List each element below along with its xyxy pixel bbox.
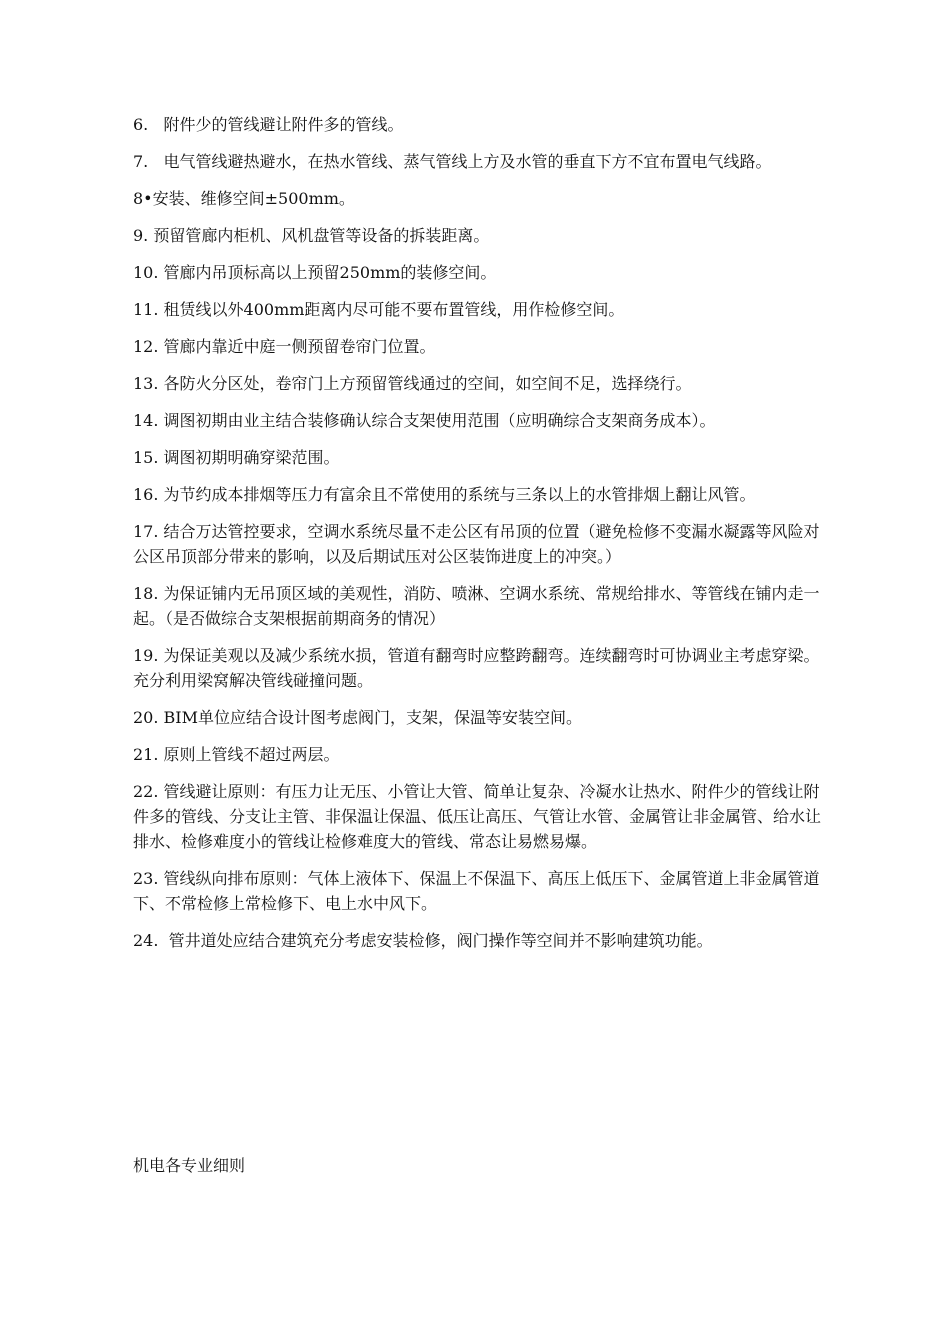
rule-item-15: 15. 调图初期明确穿梁范围。 xyxy=(133,448,340,467)
rule-item-20: 20. BIM单位应结合设计图考虑阀门，支架，保温等安装空间。 xyxy=(133,708,582,727)
rule-item-12: 12. 管廊内靠近中庭一侧预留卷帘门位置。 xyxy=(133,337,436,356)
rule-item-14: 14. 调图初期由业主结合装修确认综合支架使用范围（应明确综合支架商务成本）。 xyxy=(133,411,716,430)
rules-list xyxy=(133,112,833,965)
rule-item-18: 18. 为保证铺内无吊顶区域的美观性，消防、喷淋、空调水系统、常规给排水、等管线在铺内走一起。（是否做综合支架根据前期商务的情况） xyxy=(133,584,820,628)
rule-item-9: 9. 预留管廊内柜机、风机盘管等设备的拆装距离。 xyxy=(133,226,490,245)
rule-item-22: 22. 管线避让原则：有压力让无压、小管让大管、简单让复杂、冷凝水让热水、附件少的管线让附件多的管线、分支让主管、非保温让保温、低压让高压、气管让水管、金属管让非金属管、给水让排水、检修难度小的管线让检修难度大的管线、常态让易燃易爆。 xyxy=(133,782,822,851)
rule-item-19: 19. 为保证美观以及减少系统水损，管道有翻弯时应整跨翻弯。连续翻弯时可协调业主考虑穿梁。充分利用梁窝解决管线碰撞问题。 xyxy=(133,646,820,690)
rule-item-21: 21. 原则上管线不超过两层。 xyxy=(133,745,340,764)
rule-item-7: 7. 电气管线避热避水，在热水管线、蒸气管线上方及水管的垂直下方不宜布置电气线路。 xyxy=(133,152,772,171)
rule-item-17: 17. 结合万达管控要求，空调水系统尽量不走公区有吊顶的位置（避免检修不变漏水凝露等风险对公区吊顶部分带来的影响，以及后期试压对公区装饰进度上的冲突。） xyxy=(133,522,820,566)
rule-item-10: 10. 管廊内吊顶标高以上预留250mm的装修空间。 xyxy=(133,263,497,282)
rule-item-16: 16. 为节约成本排烟等压力有富余且不常使用的系统与三条以上的水管排烟上翻让风管。 xyxy=(133,485,756,504)
rule-item-24: 24. 管井道处应结合建筑充分考虑安装检修，阀门操作等空间并不影响建筑功能。 xyxy=(133,931,713,950)
rule-item-8: 8•安装、维修空间±500mm。 xyxy=(133,189,355,208)
section-heading: 机电各专业细则 xyxy=(133,1156,246,1175)
rule-item-23: 23. 管线纵向排布原则：气体上液体下、保温上不保温下、高压上低压下、金属管道上非金属管道下、不常检修上常检修下、电上水中风下。 xyxy=(133,869,820,913)
rule-item-13: 13. 各防火分区处，卷帘门上方预留管线通过的空间，如空间不足，选择绕行。 xyxy=(133,374,692,393)
rule-item-11: 11. 租赁线以外400mm距离内尽可能不要布置管线，用作检修空间。 xyxy=(133,300,625,319)
rule-item-6: 6. 附件少的管线避让附件多的管线。 xyxy=(133,115,404,134)
